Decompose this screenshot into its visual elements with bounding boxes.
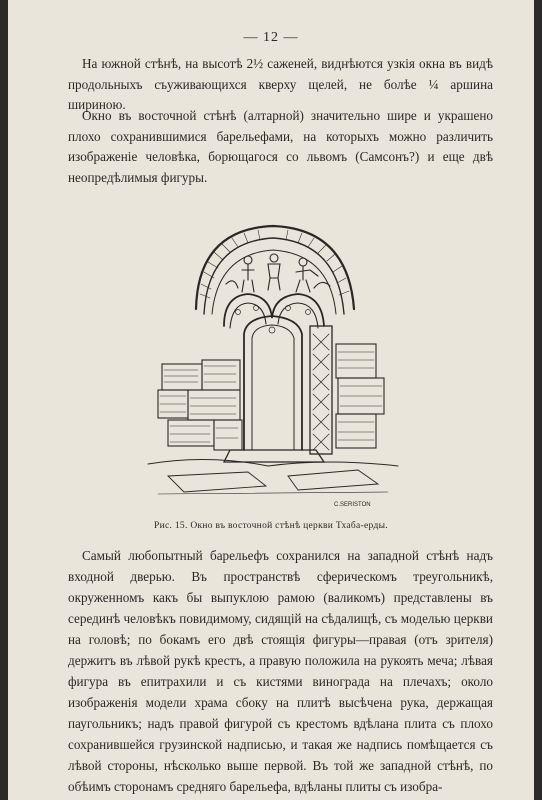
paragraph-east-window: Окно въ восточной стѣнѣ (алтарной) значительно шире и украшено плохо сохранившимися барельефами, на которыхъ можно различить изображеніе человѣка, борющагося со львомъ (Самсонъ?) и еще двѣ неопредѣлимыя фигуры. [68,108,493,186]
document-page [8,0,534,800]
engraver-signature: C.SERISTON [334,502,371,508]
paragraph-west-wall: Самый любопытный барельефъ сохранился на западной стѣнѣ надъ входной дверью. Въ пространствѣ сферическомъ треугольникѣ, окруженномъ какъ бы выпуклою рамою (валикомъ) представлены въ серединѣ человѣкъ повидимому, сидящій на сѣдалищѣ, съ моделью церкви на головѣ; по бокамъ его двѣ стоящія фигуры—правая (отъ зрителя) держитъ въ лѣвой рукѣ крестъ, а правую положила на рукоять меча; лѣвая фигура въ епитрахили и съ кистями винограда на плечахъ; около изображенія модели храма сбоку на плитѣ высѣчена рука, держащая паугольникъ; надъ правой фигурой съ крестомъ вдѣлана плита съ плохо сохранившейся грузинской надписью, и такая же надпись помѣщается съ лѣвой стороны, нѣсколько выше первой. Въ той же западной стѣнѣ, по обѣимъ сторонамъ средняго барельефа, вдѣланы плиты съ изобра- [68,548,493,794]
figure-caption: Рис. 15. Окно въ восточной стѣнѣ церкви Тхаба-ерды. [154,521,388,531]
window-illustration [138,214,408,514]
engraving-drawing [138,214,408,514]
page-number: — 12 — [243,30,299,45]
paragraph-south-wall: На южной стѣнѣ, на высотѣ 2½ саженей, виднѣются узкія окна въ видѣ продольныхъ съуживающихся кверху щелей, не болѣе ¼ аршина шириною. [68,56,493,113]
